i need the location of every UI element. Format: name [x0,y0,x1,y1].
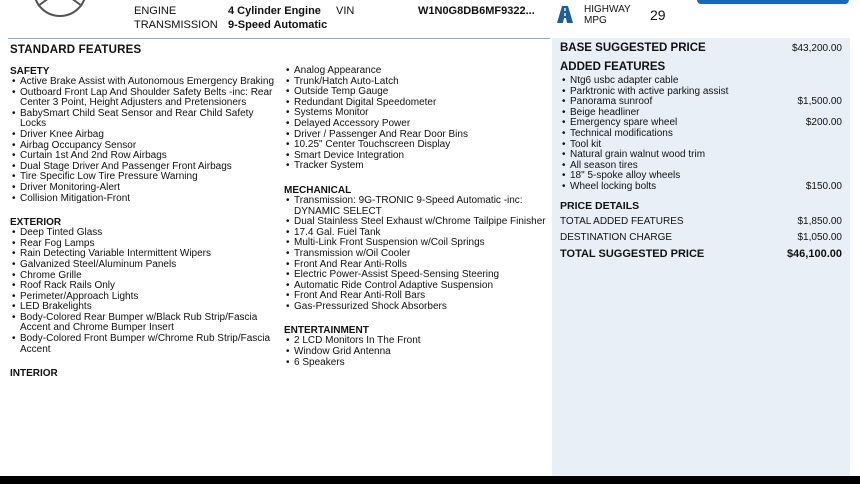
list-item: • Analog Appearance [284,66,546,77]
list-item: • Ntg6 usbc adapter cable [560,76,842,87]
list-item: • Trunk/Hatch Auto-Latch [284,77,546,88]
features-column-middle [284,66,546,368]
highway-mpg-label: HIGHWAY MPG [584,4,631,26]
list-item: • Roof Rack Rails Only [10,281,278,292]
list-item: • Tire Specific Low Tire Pressure Warning [10,172,278,183]
destination-label: DESTINATION CHARGE [560,232,673,243]
list-item: • Outside Temp Gauge [284,87,546,98]
list-item: • Gas-Pressurized Shock Absorbers [284,302,546,313]
list-item: • Technical modifications [560,129,842,140]
list-item: • Delayed Accessory Power [284,119,546,130]
features-column-left [10,66,278,379]
list-item: • Rain Detecting Variable Intermittent Wipers [10,249,278,260]
interior-heading: INTERIOR [10,368,58,380]
transmission-value: 9-Speed Automatic [228,19,328,31]
top-blue-tab [697,0,849,4]
total-added-label: TOTAL ADDED FEATURES [560,216,684,227]
safety-list [10,77,278,204]
destination-row [560,232,842,243]
list-item: • Tracker System [284,161,546,172]
base-price-row [560,42,842,54]
list-item: • Driver Monitoring-Alert [10,183,278,194]
vin-label: VIN [336,5,355,17]
destination-value: $1,050.00 [797,232,842,243]
list-item: • Redundant Digital Speedometer [284,98,546,109]
entertainment-heading: ENTERTAINMENT [284,325,369,337]
total-added-value: $1,850.00 [797,216,842,227]
list-item: • Dual Stainless Steel Exhaust w/Chrome Tailpipe Finisher [284,217,546,228]
list-item: • Transmission: 9G-TRONIC 9-Speed Automatic -inc: DYNAMIC SELECT [284,196,546,217]
list-item: • Window Grid Antenna [284,347,546,358]
added-features-list [560,76,842,193]
list-item: • Curtain 1st And 2nd Row Airbags [10,151,278,162]
list-item: • LED Brakelights [10,302,278,313]
list-item: • All season tires [560,161,842,172]
mercedes-logo [32,0,88,20]
total-price-label: TOTAL SUGGESTED PRICE [560,248,705,260]
exterior-list [10,228,278,355]
standard-features-title: STANDARD FEATURES [10,44,142,56]
exterior-heading: EXTERIOR [10,217,62,229]
pricing-panel [552,38,850,476]
list-item: • BabySmart Child Seat Sensor and Rear Child Safety Locks [10,109,278,130]
list-item: • 10.25" Center Touchscreen Display [284,140,546,151]
list-item: • Driver / Passenger And Rear Door Bins [284,130,546,141]
list-item: • Collision Mitigation-Front [10,194,278,205]
engine-value: 4 Cylinder Engine [228,5,321,17]
list-item: • Wheel locking bolts $150.00 [560,182,842,193]
total-price-value: $46,100.00 [786,248,842,260]
misc-list [284,66,546,172]
list-item: • Front And Rear Anti-Roll Bars [284,291,546,302]
list-item: • Body-Colored Front Bumper w/Chrome Rub Strip/Fascia Accent [10,334,278,355]
list-item: • Tool kit [560,140,842,151]
added-features-heading: ADDED FEATURES [560,61,666,73]
mechanical-list [284,196,546,313]
list-item: • 2 LCD Monitors In The Front [284,336,546,347]
entertainment-list [284,336,546,368]
list-item: • Deep Tinted Glass [10,228,278,239]
list-item: • Front And Rear Anti-Rolls [284,260,546,271]
list-item: • Driver Knee Airbag [10,130,278,141]
base-price-value: $43,200.00 [791,43,842,54]
list-item: • Rear Fog Lamps [10,239,278,250]
highway-mpg-value: 29 [650,7,666,23]
highway-icon [557,6,573,23]
total-added-row [560,216,842,227]
list-item: • Airbag Occupancy Sensor [10,141,278,152]
vin-value: W1N0G8DB6MF9322... [418,5,535,17]
bottom-black-bar [0,476,860,484]
list-item: • Active Brake Assist with Autonomous Emergency Braking [10,77,278,88]
list-item: • Outboard Front Lap And Shoulder Safety Belts -inc: Rear Center 3 Point, Height Adjusters and Pretensioners [10,88,278,109]
list-item: • Systems Monitor [284,108,546,119]
engine-label: ENGINE [134,5,177,17]
list-item: • Emergency spare wheel $200.00 [560,118,842,129]
list-item: • Chrome Grille [10,271,278,282]
list-item: • 18" 5-spoke alloy wheels [560,171,842,182]
divider [8,38,550,39]
list-item: • Perimeter/Approach Lights [10,292,278,303]
list-item: • Smart Device Integration [284,151,546,162]
list-item: • Dual Stage Driver And Passenger Front Airbags [10,162,278,173]
list-item: • Panorama sunroof $1,500.00 [560,97,842,108]
total-price-row [560,248,842,260]
mechanical-heading: MECHANICAL [284,184,352,196]
base-price-label: BASE SUGGESTED PRICE [560,42,706,54]
list-item: • Transmission w/Oil Cooler [284,249,546,260]
list-item: • 17.4 Gal. Fuel Tank [284,228,546,239]
list-item: • Multi-Link Front Suspension w/Coil Springs [284,238,546,249]
list-item: • Parktronic with active parking assist [560,87,842,98]
list-item: • 6 Speakers [284,358,546,369]
list-item: • Galvanized Steel/Aluminum Panels [10,260,278,271]
transmission-label: TRANSMISSION [134,19,218,31]
list-item: • Beige headliner [560,108,842,119]
list-item: • Automatic Ride Control Adaptive Suspension [284,281,546,292]
list-item: • Electric Power-Assist Speed-Sensing Steering [284,270,546,281]
price-details-heading: PRICE DETAILS [560,200,640,212]
list-item: • Body-Colored Rear Bumper w/Black Rub Strip/Fascia Accent and Chrome Bumper Insert [10,313,278,334]
safety-heading: SAFETY [10,66,50,77]
list-item: • Natural grain walnut wood trim [560,150,842,161]
